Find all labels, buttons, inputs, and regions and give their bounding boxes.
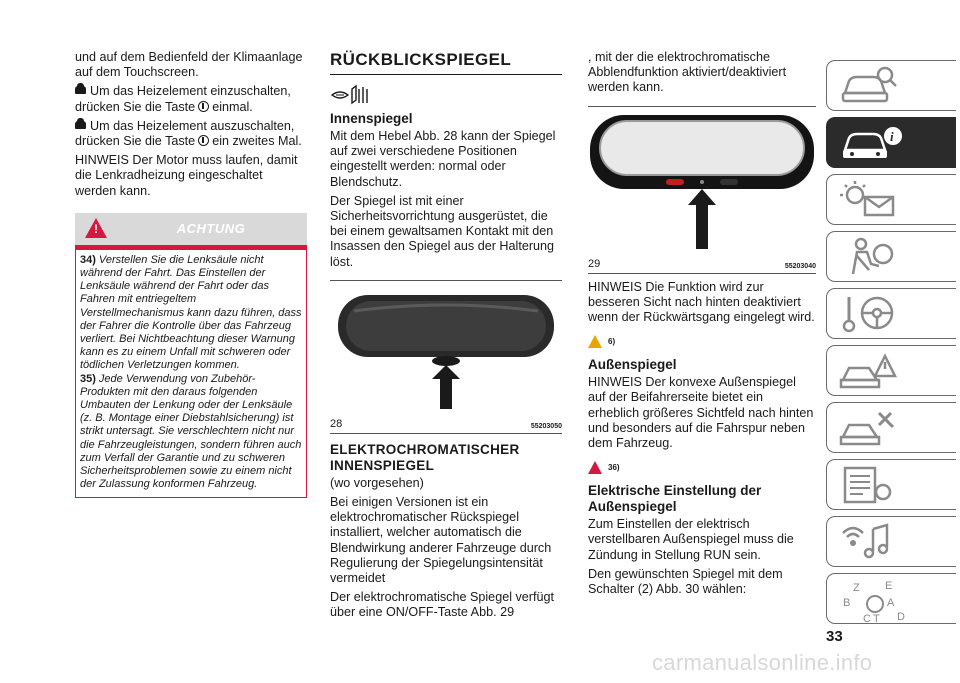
tab-safety[interactable] [826, 231, 956, 282]
caution-ref-6: 6) [588, 329, 816, 353]
column-right [588, 50, 816, 601]
tab-maintenance[interactable] [826, 402, 956, 453]
warning-box [75, 213, 307, 499]
figure-number: 28 [330, 417, 343, 430]
figure-29 [588, 106, 816, 272]
tab-emergency[interactable] [826, 345, 956, 396]
continued-text: , mit der die elektrochromatische Abblendfunktion aktiviert/deaktiviert werden kann. [588, 50, 787, 95]
warning-item: 35) Jede Verwendung von Zubehör-Produkten mit den daraus folgenden Umbauten der Lenkung oder der Lenksäule (z. B. Montage einer Diebstahlsicherung) ist strikt untersagt. Sie verschlechtern nicht nur die Fahrzeugleistungen, sondern führen auch zum Verfall der Garantie und zu schweren Sicherheitsproblemen sowie zu einem nicht der Zulassung konformen Fahrzeug. [80, 372, 302, 491]
car-bullet-icon [75, 86, 86, 94]
figure-28-footer [330, 418, 562, 434]
tab-dashboard[interactable] [826, 60, 956, 111]
elektrochromatisch-heading: ELEKTROCHROMATISCHER INNENSPIEGEL [330, 441, 520, 473]
figure-29-footer [588, 258, 816, 274]
svg-text:i: i [890, 129, 894, 144]
car-bullet-icon [75, 121, 86, 129]
innenspiegel-text-1: Mit dem Hebel Abb. 28 kann der Spiegel auf zwei verschiedene Positionen eingestellt werden: normal oder Blendschutz. [330, 129, 556, 189]
elektrochromatisch-subtitle: (wo vorgesehen) [330, 475, 424, 490]
elektrische-einstellung-text-2: Den gewünschten Spiegel mit dem Schalter (2) Abb. 30 wählen: [588, 566, 783, 597]
bullet-turn-on: Um das Heizelement einzuschalten, drücken Sie die Taste einmal. [75, 84, 291, 114]
emergency-icon [839, 350, 899, 392]
index-letter: T [873, 613, 880, 625]
warning-title: ACHTUNG [176, 220, 246, 236]
interior-mirror-illustration [330, 281, 562, 413]
airbag-safety-icon [839, 236, 899, 278]
mirror-symbol-row [330, 83, 562, 107]
section-title: RÜCKBLICKSPIEGEL [330, 50, 562, 75]
heated-steering-button-icon [198, 101, 209, 112]
index-letter: Z [853, 582, 860, 594]
technical-data-icon [839, 464, 899, 506]
warning-item: 34) Verstellen Sie die Lenksäule nicht während der Fahrt. Das Einstellen der Lenksäule während der Fahrt oder das Fahren mit entriegeltem Verstellmechanismus kann dazu führen, dass der Fahrer die Kontrolle über das Fahrzeug verliert. Bei Nichtbeachtung dieser Warnung kann es zu einem Unfall mit schweren oder tödlichen Verletzungen kommen. [80, 253, 302, 372]
elektrochromatisch-text-2: Der elektrochromatische Spiegel verfügt über eine ON/OFF-Taste Abb. 29 [330, 590, 554, 620]
elektrochromatisch-text-1: Bei einigen Versionen ist ein elektrochromatischer Rückspiegel installiert, welcher automatisch die Blendwirkung anderer Fahrzeuge durch Regulierung der Spiegelungsintensität vermeidet [330, 495, 552, 586]
warning-triangle-icon [588, 461, 602, 474]
warning-ref-36: 36) [588, 455, 816, 479]
elektrische-einstellung-heading: Elektrische Einstellung der Außenspiegel [588, 483, 762, 515]
hinweis-motor: HINWEIS Der Motor muss laufen, damit die Lenkradheizung eingeschaltet werden kann. [75, 153, 298, 198]
tab-warning-lights[interactable] [826, 174, 956, 225]
figure-number: 29 [588, 257, 601, 270]
bullet-turn-off: Um das Heizelement auszuschalten, drücken Sie die Taste ein zweites Mal. [75, 118, 302, 149]
tab-index[interactable] [826, 573, 956, 624]
heated-steering-button-icon [198, 135, 209, 146]
figure-code: 55203050 [530, 422, 562, 430]
tab-starting-driving[interactable] [826, 288, 956, 339]
index-letter: C [863, 613, 871, 625]
column-middle [330, 50, 562, 625]
warning-body [75, 245, 307, 499]
tab-multimedia[interactable] [826, 516, 956, 567]
elektrische-einstellung-text-1: Zum Einstellen der elektrisch verstellbaren Außenspiegel muss die Zündung in Stellung RUN sein. [588, 517, 794, 562]
figure-28 [330, 280, 562, 432]
caution-triangle-icon [588, 335, 602, 348]
intro-text: und auf dem Bedienfeld der Klimaanlage auf dem Touchscreen. [75, 50, 303, 80]
tab-car-info[interactable] [826, 117, 956, 168]
index-letter: E [885, 580, 893, 592]
column-left [75, 50, 307, 498]
page-number: 33 [826, 628, 843, 645]
car-info-icon [839, 122, 905, 164]
warning-header [75, 213, 307, 245]
index-icon [839, 578, 919, 626]
electrochromic-mirror-illustration [588, 107, 816, 253]
index-letter: D [897, 611, 905, 623]
chapter-tab-sidebar [826, 60, 956, 630]
rearview-mirror-symbol-icon [330, 83, 374, 107]
innenspiegel-text-2: Der Spiegel ist mit einer Sicherheitsvorrichtung ausgerüstet, die bei einem gewaltsamen Kontakt mit den Insassen den Spiegel aus der Halterung löst. [330, 193, 555, 269]
index-letter: A [887, 597, 895, 609]
innenspiegel-heading: Innenspiegel [330, 111, 413, 126]
car-dashboard-icon [839, 65, 899, 107]
figure-code: 55203040 [784, 262, 816, 270]
aussenspiegel-heading: Außenspiegel [588, 357, 677, 373]
index-letter: B [843, 597, 851, 609]
steering-key-icon [839, 293, 899, 335]
multimedia-icon [839, 521, 899, 563]
watermark: carmanualsonline.info [652, 650, 873, 675]
hinweis-rueckwaerts: HINWEIS Die Funktion wird zur besseren Sicht nach hinten deaktiviert wenn der Rückwärtsgang eingelegt wird. [588, 279, 815, 325]
aussenspiegel-text: HINWEIS Der konvexe Außenspiegel auf der Beifahrerseite bietet ein erheblich größeres Sichtfeld nach hinten und besonders auf die Fahrspur neben dem Fahrzeug. [588, 375, 814, 451]
maintenance-icon [839, 407, 899, 449]
warning-lights-icon [839, 179, 899, 221]
tab-technical-data[interactable] [826, 459, 956, 510]
